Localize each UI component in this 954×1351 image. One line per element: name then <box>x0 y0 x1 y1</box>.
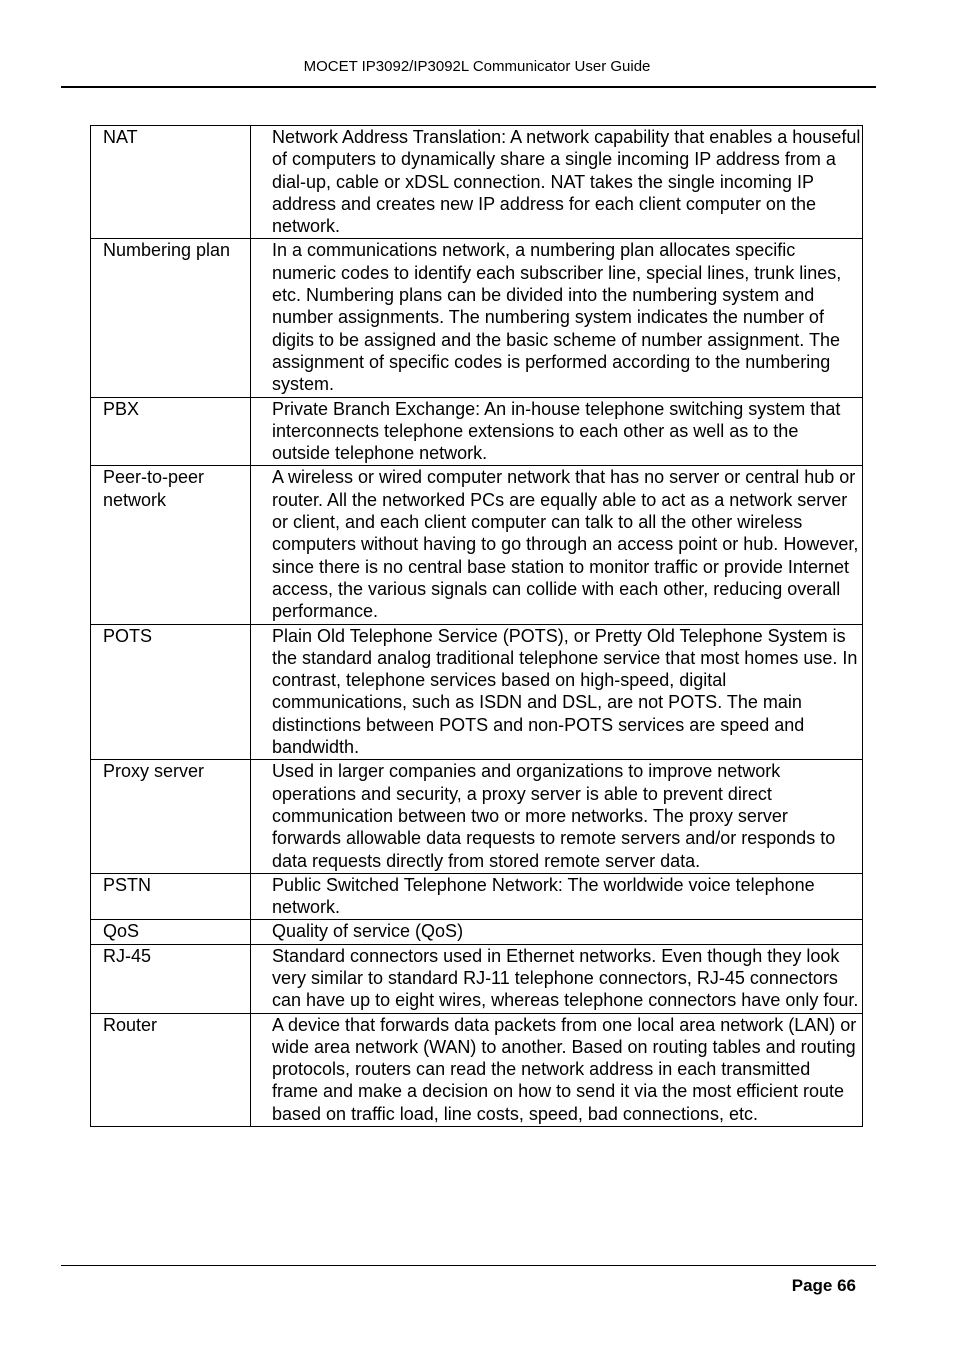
glossary-term: Proxy server <box>91 760 251 873</box>
table-row <box>91 873 863 920</box>
glossary-term: PBX <box>91 397 251 466</box>
glossary-term: RJ-45 <box>91 944 251 1013</box>
glossary-definition: Used in larger companies and organizations to improve network operations and security, a proxy server is able to prevent direct communication between two or more networks. The proxy server forwards allowable data requests to remote servers and/or responds to data requests directly from stored remote server data. <box>251 760 863 873</box>
glossary-term: Peer-to-peer network <box>91 466 251 624</box>
table-row <box>91 944 863 1013</box>
footer-divider <box>61 1265 876 1266</box>
table-row <box>91 920 863 944</box>
table-row <box>91 624 863 760</box>
page-header-title: MOCET IP3092/IP3092L Communicator User Guide <box>303 58 651 75</box>
header-divider <box>61 86 876 88</box>
page-number: Page 66 <box>791 1276 856 1295</box>
glossary-definition: A device that forwards data packets from one local area network (LAN) or wide area network (WAN) to another. Based on routing tables and routing protocols, routers can read the network address in each transmitted frame and make a decision on how to send it via the most efficient route based on traffic load, line costs, speed, bad connections, etc. <box>251 1013 863 1126</box>
glossary-definition: Quality of service (QoS) <box>251 920 863 944</box>
table-row <box>91 239 863 397</box>
glossary-definition: In a communications network, a numbering plan allocates specific numeric codes to identify each subscriber line, special lines, trunk lines, etc. Numbering plans can be divided into the numbering system and number assignments. The numbering system indicates the number of digits to be assigned and the basic scheme of number assignment. The assignment of specific codes is performed according to the numbering system. <box>251 239 863 397</box>
glossary-definition: Standard connectors used in Ethernet networks. Even though they look very similar to standard RJ-11 telephone connectors, RJ-45 connectors can have up to eight wires, whereas telephone connectors have only four. <box>251 944 863 1013</box>
glossary-definition: Network Address Translation: A network capability that enables a houseful of computers to dynamically share a single incoming IP address from a dial-up, cable or xDSL connection. NAT takes the single incoming IP address and creates new IP address for each client computer on the network. <box>251 126 863 239</box>
glossary-definition: Plain Old Telephone Service (POTS), or Pretty Old Telephone System is the standard analog traditional telephone service that most homes use. In contrast, telephone services based on high-speed, digital communications, such as ISDN and DSL, are not POTS. The main distinctions between POTS and non-POTS services are speed and bandwidth. <box>251 624 863 760</box>
glossary-term: POTS <box>91 624 251 760</box>
glossary-term: NAT <box>91 126 251 239</box>
table-row <box>91 397 863 466</box>
glossary-table <box>90 125 863 1127</box>
table-row <box>91 466 863 624</box>
table-row <box>91 1013 863 1126</box>
glossary-term: QoS <box>91 920 251 944</box>
glossary-term: Router <box>91 1013 251 1126</box>
table-row <box>91 760 863 873</box>
glossary-definition: Private Branch Exchange: An in-house telephone switching system that interconnects telephone extensions to each other as well as to the outside telephone network. <box>251 397 863 466</box>
glossary-definition: A wireless or wired computer network that has no server or central hub or router. All the networked PCs are equally able to act as a network server or client, and each client computer can talk to all the other wireless computers without having to go through an access point or hub. However, since there is no central base station to monitor traffic or provide Internet access, the various signals can collide with each other, reducing overall performance. <box>251 466 863 624</box>
glossary-term: Numbering plan <box>91 239 251 397</box>
glossary-definition: Public Switched Telephone Network: The worldwide voice telephone network. <box>251 873 863 920</box>
table-row <box>91 126 863 239</box>
glossary-term: PSTN <box>91 873 251 920</box>
